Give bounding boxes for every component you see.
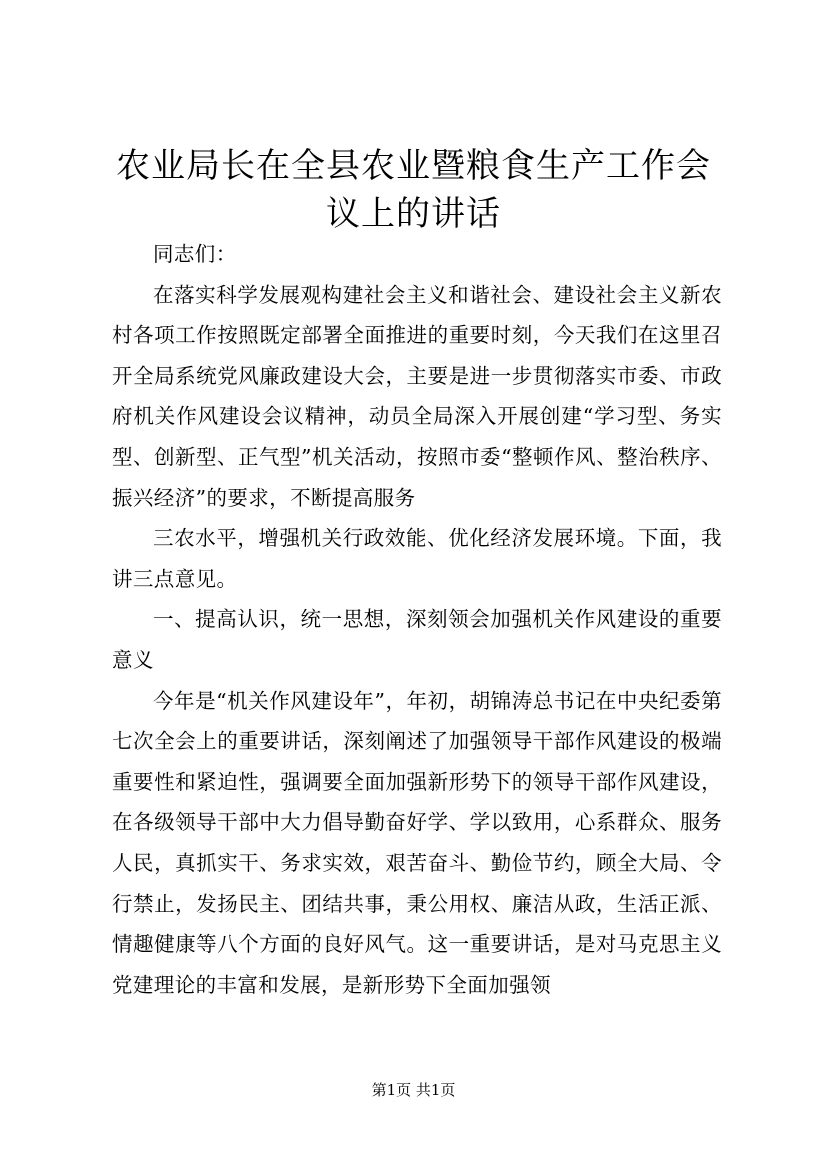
document-title: 农业局长在全县农业暨粮食生产工作会议上的讲话: [116, 146, 711, 234]
section-heading-1: 一、提高认识，统一思想，深刻领会加强机关作风建设的重要意义: [112, 607, 722, 672]
paragraph-salutation: 同志们：: [153, 242, 237, 266]
page-footer: 第1页 共1页: [371, 1081, 456, 1099]
paragraph-intro: 在落实科学发展观构建社会主义和谐社会、建设社会主义新农村各项工作按照既定部署全面推进的重要时刻，今天我们在这里召开全局系统党风廉政建设大会，主要是进一步贯彻落实市委、市政府机关作风建设会议精神，动员全局深入开展创建“学习型、务实型、创新型、正气型”机关活动，按照市委“整顿作风、整治秩序、振兴经济”的要求，不断提高服务: [112, 282, 722, 510]
paragraph-intro-continued: 三农水平，增强机关行政效能、优化经济发展环境。下面，我讲三点意见。: [112, 526, 722, 591]
document-body: [112, 234, 722, 1005]
paragraph-section-1-body: 今年是“机关作风建设年”，年初，胡锦涛总书记在中央纪委第七次全会上的重要讲话，深刻阐述了加强领导干部作风建设的极端重要性和紧迫性，强调要全面加强新形势下的领导干部作风建设，在各级领导干部中大力倡导勤奋好学、学以致用，心系群众、服务人民，真抓实干、务求实效，艰苦奋斗、勤俭节约，顾全大局、令行禁止，发扬民主、团结共事，秉公用权、廉洁从政，生活正派、情趣健康等八个方面的良好风气。这一重要讲话，是对马克思主义党建理论的丰富和发展，是新形势下全面加强领: [112, 688, 722, 997]
